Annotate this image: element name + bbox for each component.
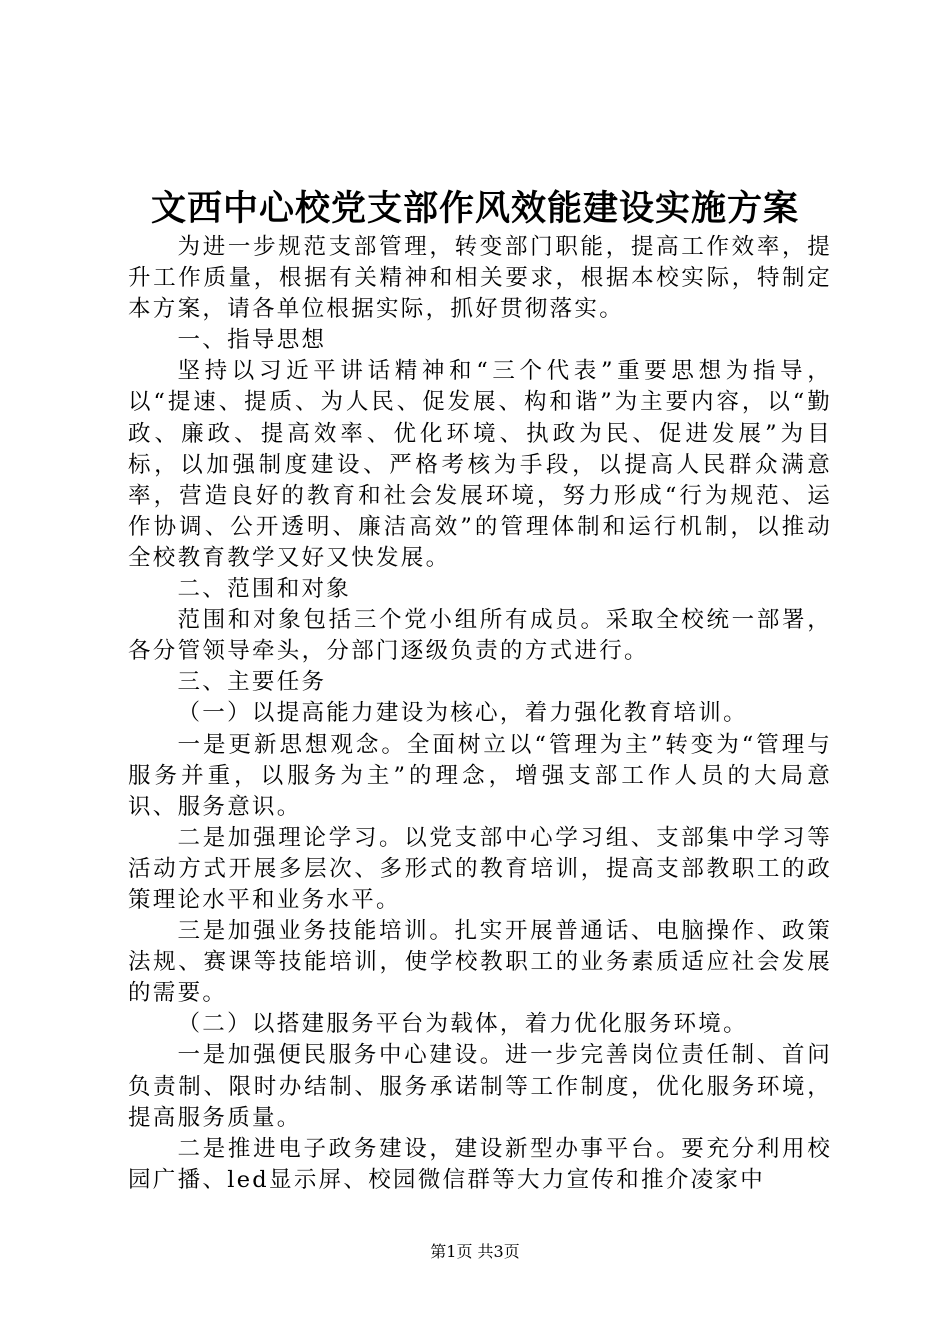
- subsection-heading: （二）以搭建服务平台为载体，着力优化服务环境。: [177, 1011, 748, 1038]
- body-paragraph: 一是加强便民服务中心建设。进一步完善岗位责任制、首问负责制、限时办结制、服务承诺制等工作制度，优化服务环境，提高服务质量。: [128, 1042, 832, 1131]
- page-number-footer: 第1页 共3页: [430, 1242, 520, 1261]
- intro-paragraph: 为进一步规范支部管理，转变部门职能，提高工作效率，提升工作质量，根据有关精神和相关要求，根据本校实际，特制定本方案，请各单位根据实际，抓好贯彻落实。: [128, 234, 832, 323]
- body-paragraph: 坚持以习近平讲话精神和“三个代表”重要思想为指导，以“提速、提质、为人民、促发展、构和谐”为主要内容，以“勤政、廉政、提高效率、优化环境、执政为民、促进发展”为目标，以加强制度建设、严格考核为手段，以提高人民群众满意率，营造良好的教育和社会发展环境，努力形成“行为规范、运作协调、公开透明、廉洁高效”的管理体制和运行机制，以推动全校教育教学又好又快发展。: [128, 358, 832, 571]
- subsection-heading: （一）以提高能力建设为核心，着力强化教育培训。: [177, 700, 748, 727]
- document-body: [128, 232, 832, 1196]
- section-heading: 一、指导思想: [177, 327, 327, 354]
- section-heading: 三、主要任务: [177, 669, 327, 696]
- body-paragraph: 三是加强业务技能培训。扎实开展普通话、电脑操作、政策法规、赛课等技能培训，使学校教职工的业务素质适应社会发展的需要。: [128, 918, 832, 1007]
- body-paragraph: 一是更新思想观念。全面树立以“管理为主”转变为“管理与服务并重，以服务为主”的理念，增强支部工作人员的大局意识、服务意识。: [128, 731, 832, 820]
- body-paragraph: 范围和对象包括三个党小组所有成员。采取全校统一部署，各分管领导牵头，分部门逐级负责的方式进行。: [128, 607, 832, 665]
- section-heading: 二、范围和对象: [177, 576, 352, 603]
- body-paragraph: 二是推进电子政务建设，建设新型办事平台。要充分利用校园广播、led显示屏、校园微信群等大力宣传和推介凌家中: [128, 1135, 832, 1193]
- body-paragraph: 二是加强理论学习。以党支部中心学习组、支部集中学习等活动方式开展多层次、多形式的教育培训，提高支部教职工的政策理论水平和业务水平。: [128, 824, 832, 913]
- document-title: 文西中心校党支部作风效能建设实施方案: [150, 188, 799, 229]
